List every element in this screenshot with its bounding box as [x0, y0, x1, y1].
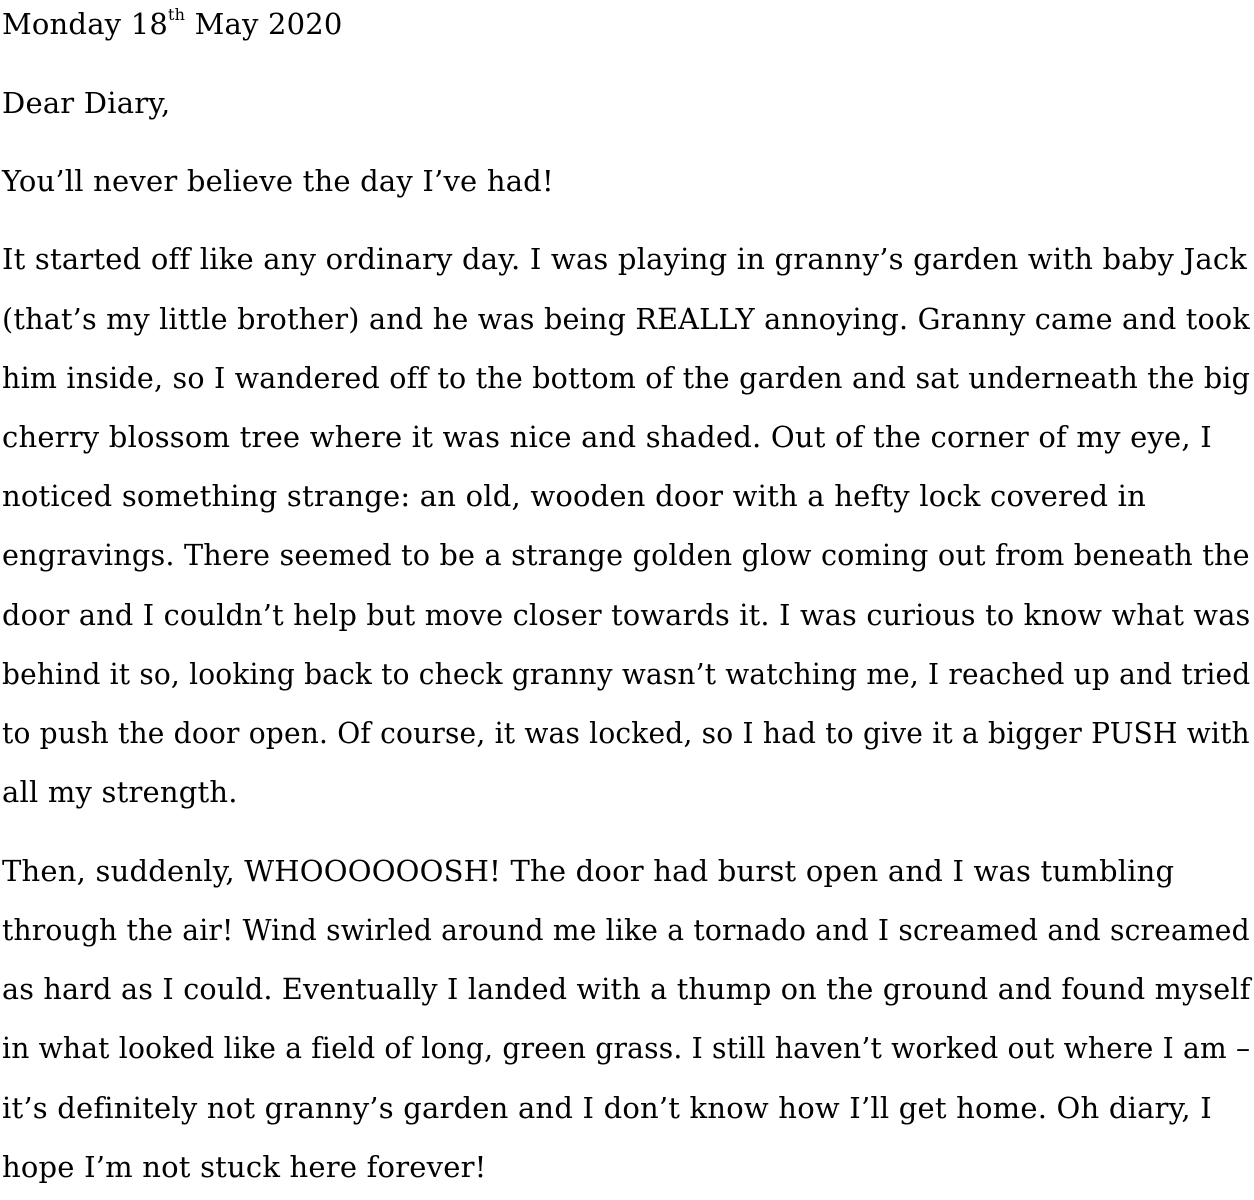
paragraph-line: It started off like any ordinary day. I was playing in granny’s garden with baby Jack [2, 242, 1248, 276]
paragraph-line: as hard as I could. Eventually I landed with a thump on the ground and found myself [2, 972, 1251, 1006]
diary-date [2, 4, 343, 44]
paragraph-line: (that’s my little brother) and he was being REALLY annoying. Granny came and took [2, 302, 1250, 336]
paragraph-line: in what looked like a field of long, green grass. I still haven’t worked out where I am – [2, 1031, 1251, 1065]
paragraph-line: door and I couldn’t help but move closer towards it. I was curious to know what was [2, 598, 1251, 632]
paragraph-line: him inside, so I wandered off to the bottom of the garden and sat underneath the big [2, 361, 1251, 395]
date-day: 18 [130, 7, 169, 41]
paragraph-line: Then, suddenly, WHOOOOOOSH! The door had burst open and I was tumbling [2, 854, 1175, 888]
paragraph-line: through the air! Wind swirled around me like a tornado and I screamed and screamed [2, 913, 1250, 947]
date-weekday: Monday [2, 7, 122, 41]
paragraph-line: to push the door open. Of course, it was locked, so I had to give it a bigger PUSH with [2, 716, 1250, 750]
diary-greeting: Dear Diary, [2, 86, 171, 120]
paragraph-line: engravings. There seemed to be a strange golden glow coming out from beneath the [2, 538, 1250, 572]
paragraph-line: cherry blossom tree where it was nice and shaded. Out of the corner of my eye, I [2, 420, 1212, 454]
paragraph-line: hope I’m not stuck here forever! [2, 1150, 487, 1184]
paragraph-line: behind it so, looking back to check granny wasn’t watching me, I reached up and tried [2, 657, 1251, 691]
date-month-year: May 2020 [194, 7, 343, 41]
paragraph-line: noticed something strange: an old, wooden door with a hefty lock covered in [2, 479, 1147, 513]
date-ordinal: th [168, 5, 186, 24]
paragraph-line: it’s definitely not granny’s garden and I don’t know how I’ll get home. Oh diary, I [2, 1091, 1212, 1125]
paragraph-line: all my strength. [2, 775, 238, 809]
diary-opening-line: You’ll never believe the day I’ve had! [2, 164, 554, 198]
